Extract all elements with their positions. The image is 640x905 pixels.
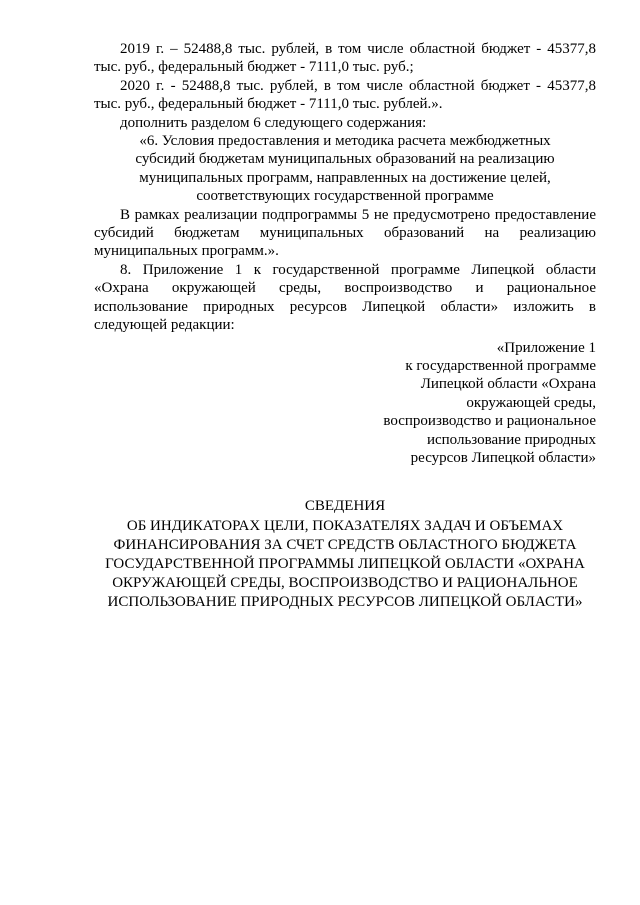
appendix-line: к государственной программе [405,357,596,374]
appendix-line: использование природных [426,431,596,448]
title-line: ОКРУЖАЮЩЕЙ СРЕДЫ, ВОСПРОИЗВОДСТВО И РАЦИОНАЛЬНОЕ [112,575,578,592]
section-6-text: В рамках реализации подпрограммы 5 не предусмотрено предоставление субсидий бюджетам муниципальных образований на реализацию муниципальных программ.». [94,206,596,260]
document-title [94,497,596,612]
item-8-paragraph: 8. Приложение 1 к государственной программе Липецкой области «Охрана окружающей среды, воспроизводство и рациональное использование природных ресурсов Липецкой области» изложить в следующей редакции: [94,261,596,334]
appendix-line: окружающей среды, [466,394,596,411]
title-line: ФИНАНСИРОВАНИЯ ЗА СЧЕТ СРЕДСТВ ОБЛАСТНОГО БЮДЖЕТА [113,536,577,553]
add-section-paragraph: дополнить разделом 6 следующего содержания: [120,114,427,131]
appendix-line: воспроизводство и рациональное [383,413,596,430]
document-page [94,40,596,613]
appendix-line: Липецкой области «Охрана [420,376,596,393]
budget-2020-paragraph: 2020 г. - 52488,8 тыс. рублей, в том числе областной бюджет - 45377,8 тыс. руб., федеральный бюджет - 7111,0 тыс. рублей.». [94,77,596,113]
title-line: ГОСУДАРСТВЕННОЙ ПРОГРАММЫ ЛИПЕЦКОЙ ОБЛАСТИ «ОХРАНА [105,555,585,572]
appendix-line: «Приложение 1 [496,339,596,356]
title-line: ИСПОЛЬЗОВАНИЕ ПРИРОДНЫХ РЕСУРСОВ ЛИПЕЦКОЙ ОБЛАСТИ» [107,594,583,611]
title-line: СВЕДЕНИЯ [304,498,386,515]
budget-2019-paragraph: 2019 г. – 52488,8 тыс. рублей, в том числе областной бюджет - 45377,8 тыс. руб., федеральный бюджет - 7111,0 тыс. руб.; [94,41,596,76]
appendix-reference [366,339,596,468]
title-line: ОБ ИНДИКАТОРАХ ЦЕЛИ, ПОКАЗАТЕЛЯХ ЗАДАЧ И ОБЪЕМАХ [126,517,564,534]
appendix-line: ресурсов Липецкой области» [410,449,596,466]
section-6-heading: «6. Условия предоставления и методика расчета межбюджетных субсидий бюджетам муниципальных образований на реализацию муниципальных программ, направленных на достижение целей, соответствующих государственной программе [135,133,555,205]
